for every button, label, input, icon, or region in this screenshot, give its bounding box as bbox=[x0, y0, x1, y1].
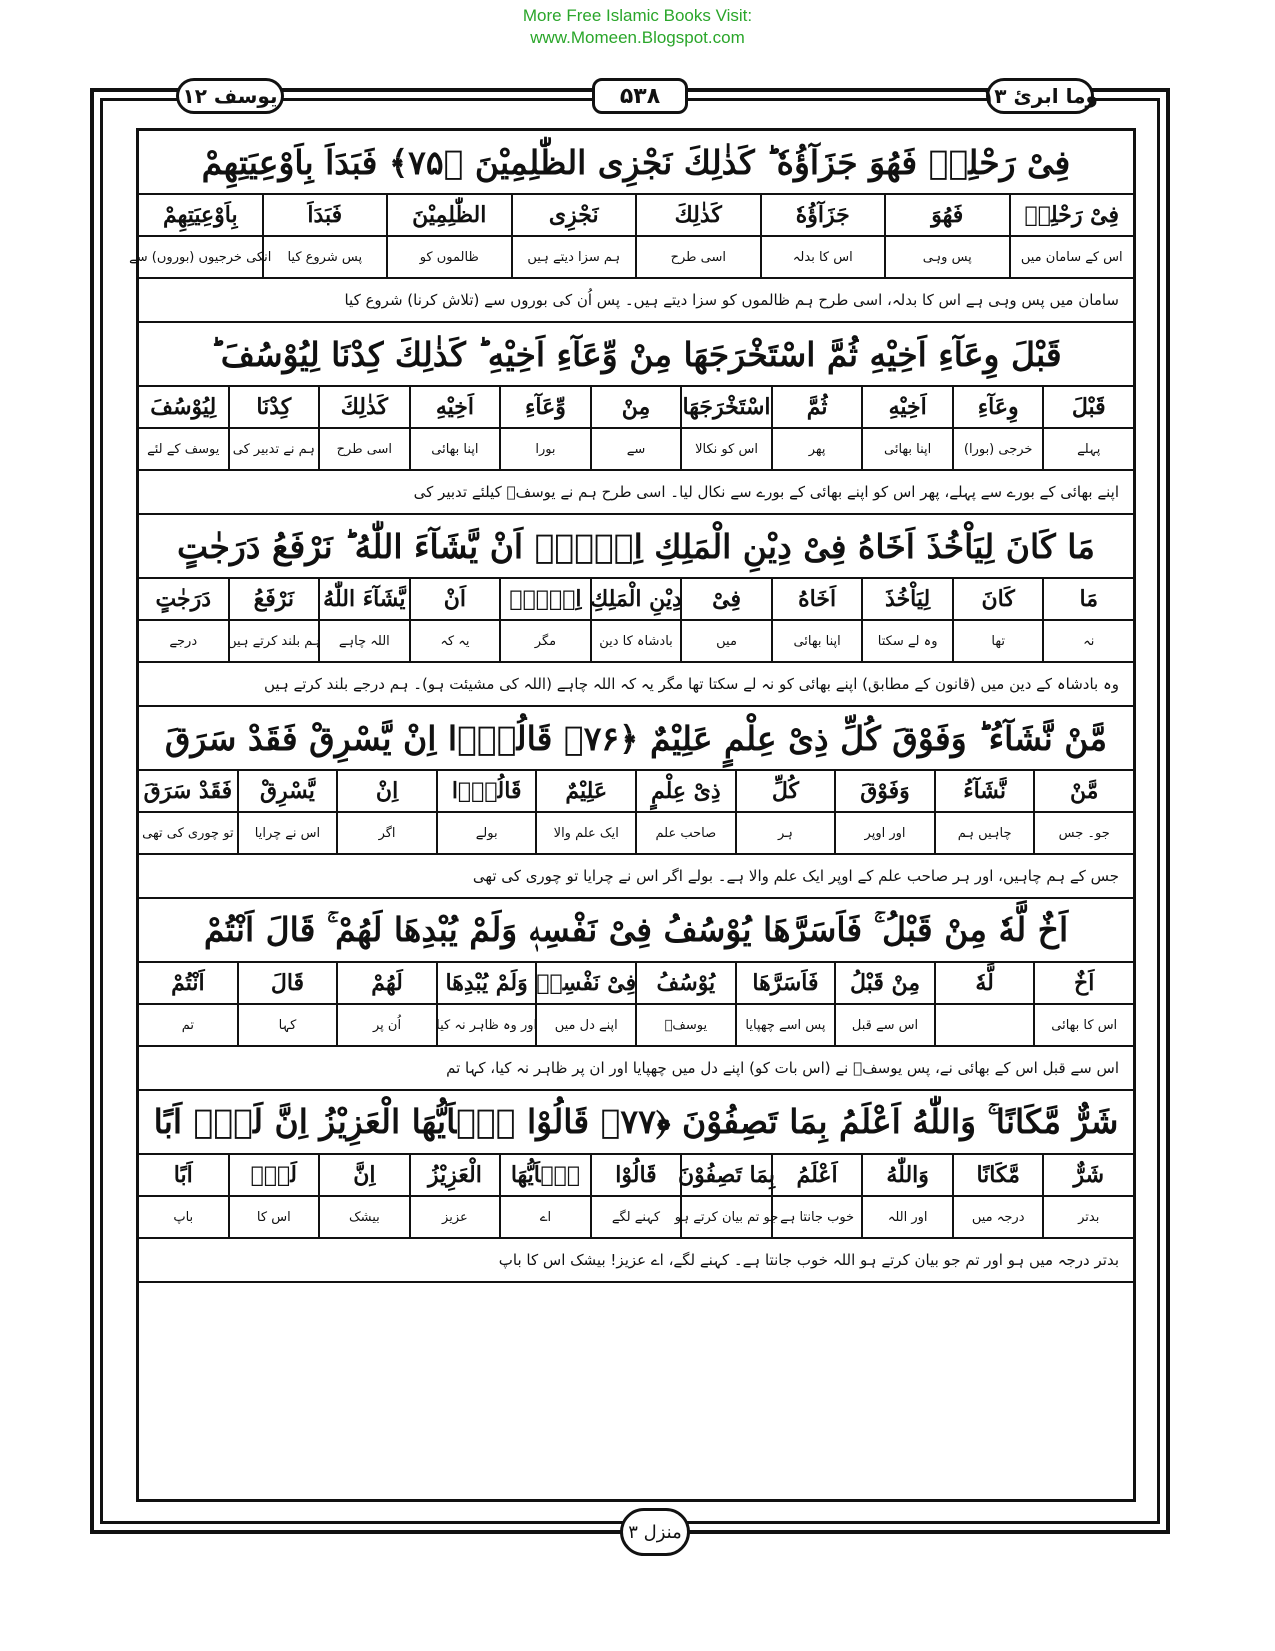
urdu-meaning-cell: ہر bbox=[735, 813, 835, 853]
manzil-label: منزل ۳ bbox=[620, 1508, 690, 1556]
arabic-word-cell: قَالُوْا bbox=[590, 1155, 681, 1195]
arabic-word-cell: مِنْ bbox=[590, 387, 681, 427]
site-note-line1: More Free Islamic Books Visit: bbox=[522, 6, 753, 25]
urdu-meaning-cell: اگر bbox=[336, 813, 436, 853]
arabic-verse-line: قَبْلَ وِعَآءِ اَخِيْهِ ثُمَّ اسْتَخْرَجَهَا مِنْ وِّعَآءِ اَخِيْهِ ؕ كَذٰلِكَ كِدْنَا لِيُوْسُفَ ؕ bbox=[139, 323, 1133, 387]
urdu-meaning-row bbox=[139, 429, 1133, 471]
urdu-meaning-cell: یہ کہ bbox=[409, 621, 500, 661]
arabic-word-cell: اَعْلَمُ bbox=[771, 1155, 862, 1195]
arabic-word-cell: كُلِّ bbox=[735, 771, 835, 811]
urdu-meaning-cell: کہا bbox=[237, 1005, 337, 1045]
arabic-word-cell: وَلَمْ يُبْدِهَا bbox=[436, 963, 536, 1003]
urdu-meaning-cell: سے bbox=[590, 429, 681, 469]
urdu-meaning-cell: تم bbox=[181, 1017, 194, 1033]
urdu-meaning-cell: خرجی (بورا) bbox=[952, 429, 1043, 469]
urdu-translation-line: بدتر درجہ میں ہو اور تم جو بیان کرتے ہو اللہ خوب جانتا ہے۔ کہنے لگے، اے عزیز! بیشک اس کا باپ bbox=[498, 1251, 1119, 1269]
arabic-word-cell: كَذٰلِكَ bbox=[635, 195, 760, 235]
arabic-word-cell: وَاللّٰهُ bbox=[861, 1155, 952, 1195]
arabic-word-cell: دِيْنِ الْمَلِكِ bbox=[590, 579, 681, 619]
urdu-meaning-cell: وہ لے سکتا bbox=[861, 621, 952, 661]
urdu-meaning-cell: اپنے دل میں bbox=[535, 1005, 635, 1045]
urdu-meaning-cell: اس کو نکالا bbox=[680, 429, 771, 469]
verse-sections bbox=[129, 131, 1133, 1283]
urdu-meaning-cell: انکی خرجیوں (بوروں) سے bbox=[129, 249, 272, 265]
urdu-meaning-cell: تھا bbox=[952, 621, 1043, 661]
arabic-verse-line: اَخٌ لَّهٗ مِنْ قَبْلُ ۚ فَاَسَرَّهَا يُوْسُفُ فِىْ نَفْسِهٖ وَلَمْ يُبْدِهَا لَهُمْ ۚ قَالَ اَنْتُمْ bbox=[139, 899, 1133, 963]
arabic-word-cell: اَخٌ bbox=[1033, 963, 1133, 1003]
urdu-meaning-row bbox=[139, 1005, 1133, 1047]
arabic-word-cell: قَبْلَ bbox=[1042, 387, 1133, 427]
urdu-meaning-cell: اس کے سامان میں bbox=[1009, 237, 1134, 277]
urdu-meaning-cell: عزیز bbox=[409, 1197, 500, 1237]
arabic-word-cell: يَّشَآءَ اللّٰهُ bbox=[318, 579, 409, 619]
urdu-translation-line: وہ بادشاہ کے دین میں (قانون کے مطابق) اپنے بھائی کو نہ لے سکتا تھا مگر یہ کہ اللہ چاہے (اللہ کی مشیئت ہو)۔ ہم درجے بلند کرتے ہیں bbox=[264, 675, 1119, 693]
arabic-word-row bbox=[139, 195, 1133, 237]
arabic-word-cell: نَّشَآءُ bbox=[934, 771, 1034, 811]
urdu-meaning-cell: بدتر bbox=[1042, 1197, 1133, 1237]
arabic-word-cell: كَذٰلِكَ bbox=[318, 387, 409, 427]
urdu-meaning-cell: پس وہی bbox=[884, 237, 1009, 277]
urdu-meaning-cell bbox=[934, 1005, 1034, 1045]
arabic-word-cell: اِلَّاۤ bbox=[499, 579, 590, 619]
urdu-meaning-cell: اُن پر bbox=[336, 1005, 436, 1045]
urdu-meaning-cell: پہلے bbox=[1042, 429, 1133, 469]
arabic-word-cell: اسْتَخْرَجَهَا bbox=[680, 387, 771, 427]
arabic-word-cell: بِمَا تَصِفُوْنَ bbox=[680, 1155, 771, 1195]
urdu-meaning-cell: اور اوپر bbox=[834, 813, 934, 853]
arabic-word-cell: فَهُوَ bbox=[884, 195, 1009, 235]
urdu-meaning-cell: بادشاہ کا دین bbox=[590, 621, 681, 661]
urdu-meaning-cell: جو۔ جس bbox=[1033, 813, 1133, 853]
arabic-word-cell: يٰۤاَيُّهَا bbox=[499, 1155, 590, 1195]
urdu-meaning-cell: ہم سزا دیتے ہیں bbox=[511, 237, 636, 277]
arabic-word-cell: لِيَاْخُذَ bbox=[861, 579, 952, 619]
urdu-meaning-cell: اور وہ ظاہر نہ کیا bbox=[436, 1005, 536, 1045]
urdu-meaning-cell: خوب جانتا ہے bbox=[771, 1197, 862, 1237]
arabic-word-cell: قَالَ bbox=[237, 963, 337, 1003]
urdu-meaning-cell: مگر bbox=[499, 621, 590, 661]
urdu-meaning-cell: میں bbox=[680, 621, 771, 661]
urdu-meaning-cell: پھر bbox=[771, 429, 862, 469]
urdu-meaning-cell: نہ bbox=[1042, 621, 1133, 661]
urdu-meaning-cell: اللہ چاہے bbox=[318, 621, 409, 661]
arabic-word-cell: كِدْنَا bbox=[228, 387, 319, 427]
urdu-meaning-cell: درجے bbox=[169, 633, 198, 649]
arabic-word-cell: اِنَّ bbox=[318, 1155, 409, 1195]
urdu-meaning-cell: کہنے لگے bbox=[590, 1197, 681, 1237]
urdu-meaning-cell: ہم نے تدبیر کی bbox=[228, 429, 319, 469]
arabic-word-cell: اَنْ bbox=[409, 579, 500, 619]
para-name-label: وما ابرئ ۱۳ bbox=[986, 78, 1094, 114]
arabic-word-cell: قَالُوْۤا bbox=[436, 771, 536, 811]
arabic-word-row bbox=[139, 387, 1133, 429]
arabic-word-row bbox=[139, 771, 1133, 813]
arabic-word-cell: ثُمَّ bbox=[771, 387, 862, 427]
arabic-word-cell: فِىْ نَفْسِهٖ bbox=[535, 963, 635, 1003]
page-number: ۵۳۸ bbox=[592, 78, 688, 114]
arabic-word-row bbox=[139, 963, 1133, 1005]
urdu-meaning-cell: بورا bbox=[499, 429, 590, 469]
arabic-word-cell: مَّكَانًا bbox=[952, 1155, 1043, 1195]
urdu-meaning-cell: اپنا بھائی bbox=[861, 429, 952, 469]
verse-section bbox=[139, 1091, 1133, 1283]
arabic-word-cell: الظّٰلِمِيْنَ bbox=[386, 195, 511, 235]
urdu-meaning-cell: درجہ میں bbox=[952, 1197, 1043, 1237]
arabic-word-cell: اَخَاهُ bbox=[771, 579, 862, 619]
arabic-word-cell: عَلِيْمٌ bbox=[535, 771, 635, 811]
arabic-word-cell: اَبًا bbox=[173, 1162, 193, 1188]
page-content bbox=[129, 128, 1136, 1502]
arabic-word-cell: اَخِيْهِ bbox=[409, 387, 500, 427]
urdu-meaning-cell: صاحب علم bbox=[635, 813, 735, 853]
arabic-word-cell: كَانَ bbox=[952, 579, 1043, 619]
arabic-word-cell: مِنْ قَبْلُ bbox=[834, 963, 934, 1003]
arabic-word-cell: فِىْ رَحْلِهٖ bbox=[1009, 195, 1134, 235]
urdu-translation-line: اپنے بھائی کے بورے سے پہلے، پھر اس کو اپنے بھائی کے بورے سے نکال لیا۔ اسی طرح ہم نے یوسفؑ کیلئے تدبیر کی bbox=[413, 483, 1119, 501]
urdu-meaning-cell: باپ bbox=[173, 1209, 194, 1225]
arabic-word-cell: دَرَجٰتٍ bbox=[155, 586, 212, 612]
arabic-word-cell: فَقَدْ سَرَقَ bbox=[143, 778, 233, 804]
urdu-meaning-row bbox=[129, 237, 1133, 279]
urdu-meaning-cell: پس شروع کیا bbox=[262, 237, 387, 277]
arabic-word-cell: الْعَزِيْزُ bbox=[409, 1155, 500, 1195]
urdu-meaning-row bbox=[139, 813, 1133, 855]
arabic-word-cell: جَزَآؤُهٗ bbox=[760, 195, 885, 235]
verse-section bbox=[139, 707, 1133, 899]
arabic-verse-line: فِىْ رَحْلِهٖ فَهُوَ جَزَآؤُهٗ ؕ كَذٰلِكَ نَجْزِى الظّٰلِمِيْنَ ﴿۷۵﴾ فَبَدَاَ بِاَوْعِيَتِهِمْ bbox=[139, 131, 1133, 195]
arabic-word-row bbox=[139, 1155, 1133, 1197]
arabic-word-cell: لَهُمْ bbox=[336, 963, 436, 1003]
urdu-translation-line: سامان میں پس وہی ہے اس کا بدلہ، اسی طرح ہم ظالموں کو سزا دیتے ہیں۔ پس اُن کی بوروں سے (تلاش کرنا) شروع کیا bbox=[344, 291, 1119, 309]
arabic-word-cell: فِىْ bbox=[680, 579, 771, 619]
urdu-meaning-cell: اسی طرح bbox=[318, 429, 409, 469]
urdu-meaning-cell: اس کا بدلہ bbox=[760, 237, 885, 277]
verse-section bbox=[139, 515, 1133, 707]
arabic-verse-line: مَّنْ نَّشَآءُ ؕ وَفَوْقَ كُلِّ ذِىْ عِلْمٍ عَلِيْمٌ ﴿۷۶﴾ قَالُوْۤا اِنْ يَّسْرِقْ فَقَدْ سَرَقَ bbox=[139, 707, 1133, 771]
arabic-word-cell: وِّعَآءِ bbox=[499, 387, 590, 427]
urdu-meaning-cell: جو تم بیان کرتے ہو bbox=[680, 1197, 771, 1237]
urdu-meaning-cell: اس سے قبل bbox=[834, 1005, 934, 1045]
arabic-word-cell: مَّنْ bbox=[1033, 771, 1133, 811]
arabic-word-cell: لَهٗۤ bbox=[228, 1155, 319, 1195]
urdu-meaning-cell: اے bbox=[499, 1197, 590, 1237]
urdu-meaning-cell: اس کا بھائی bbox=[1033, 1005, 1133, 1045]
arabic-word-cell: بِاَوْعِيَتِهِمْ bbox=[162, 202, 238, 228]
urdu-meaning-cell: اپنا بھائی bbox=[409, 429, 500, 469]
arabic-word-cell: نَرْفَعُ bbox=[228, 579, 319, 619]
arabic-word-cell: فَاَسَرَّهَا bbox=[735, 963, 835, 1003]
arabic-word-cell: لَّهٗ bbox=[934, 963, 1034, 1003]
arabic-word-cell: يَّسْرِقْ bbox=[237, 771, 337, 811]
verse-section bbox=[139, 323, 1133, 515]
urdu-meaning-cell: ہم بلند کرتے ہیں bbox=[228, 621, 319, 661]
verse-section bbox=[129, 131, 1133, 323]
urdu-meaning-cell: بولے bbox=[436, 813, 536, 853]
urdu-meaning-cell: پس اسے چھپایا bbox=[735, 1005, 835, 1045]
urdu-meaning-cell: اس کا bbox=[228, 1197, 319, 1237]
urdu-meaning-cell: اپنا بھائی bbox=[771, 621, 862, 661]
arabic-word-cell: فَبَدَاَ bbox=[262, 195, 387, 235]
arabic-word-cell: لِيُوْسُفَ bbox=[150, 394, 217, 420]
urdu-meaning-cell: یوسف کے لئے bbox=[147, 441, 220, 457]
arabic-verse-line: مَا كَانَ لِيَاْخُذَ اَخَاهُ فِىْ دِيْنِ الْمَلِكِ اِلَّاۤ اَنْ يَّشَآءَ اللّٰهُ ؕ نَرْفَعُ دَرَجٰتٍ bbox=[139, 515, 1133, 579]
urdu-meaning-cell: یوسفؑ bbox=[635, 1005, 735, 1045]
urdu-meaning-cell: ظالموں کو bbox=[386, 237, 511, 277]
urdu-meaning-cell: بیشک bbox=[318, 1197, 409, 1237]
urdu-meaning-cell: اور اللہ bbox=[861, 1197, 952, 1237]
verse-section bbox=[139, 899, 1133, 1091]
arabic-word-cell: اَنْتُمْ bbox=[171, 970, 205, 996]
urdu-meaning-cell: اس نے چرایا bbox=[237, 813, 337, 853]
urdu-meaning-cell: اسی طرح bbox=[635, 237, 760, 277]
arabic-word-cell: ذِىْ عِلْمٍ bbox=[635, 771, 735, 811]
arabic-word-cell: شَرٌّ bbox=[1042, 1155, 1133, 1195]
urdu-translation-line: اس سے قبل اس کے بھائی نے، پس یوسفؑ نے (اس بات کو) اپنے دل میں چھپایا اور ان پر ظاہر نہ کیا، کہا تم bbox=[446, 1059, 1119, 1077]
arabic-word-cell: نَجْزِى bbox=[511, 195, 636, 235]
arabic-word-cell: اَخِيْهِ bbox=[861, 387, 952, 427]
arabic-word-cell: وِعَآءِ bbox=[952, 387, 1043, 427]
urdu-translation-line: جس کے ہم چاہیں، اور ہر صاحب علم کے اوپر ایک علم والا ہے۔ بولے اگر اس نے چرایا تو چوری کی تھی bbox=[472, 867, 1119, 885]
urdu-meaning-row bbox=[139, 1197, 1133, 1239]
arabic-word-row bbox=[139, 579, 1133, 621]
surah-name-label: یوسف ۱۲ bbox=[176, 78, 284, 114]
urdu-meaning-cell: ایک علم والا bbox=[535, 813, 635, 853]
arabic-word-cell: اِنْ bbox=[336, 771, 436, 811]
arabic-word-cell: مَا bbox=[1042, 579, 1133, 619]
urdu-meaning-cell: تو چوری کی تھی bbox=[142, 825, 234, 841]
arabic-verse-line: شَرٌّ مَّكَانًا ۚ وَاللّٰهُ اَعْلَمُ بِمَا تَصِفُوْنَ ﴿۷۷﴾ قَالُوْا يٰۤاَيُّهَا الْعَزِيْزُ اِنَّ لَهٗۤ اَبًا bbox=[139, 1091, 1133, 1155]
urdu-meaning-cell: چاہیں ہم bbox=[934, 813, 1034, 853]
site-note-line2: www.Momeen.Blogspot.com bbox=[530, 28, 745, 47]
arabic-word-cell: وَفَوْقَ bbox=[834, 771, 934, 811]
arabic-word-cell: يُوْسُفُ bbox=[635, 963, 735, 1003]
urdu-meaning-row bbox=[139, 621, 1133, 663]
